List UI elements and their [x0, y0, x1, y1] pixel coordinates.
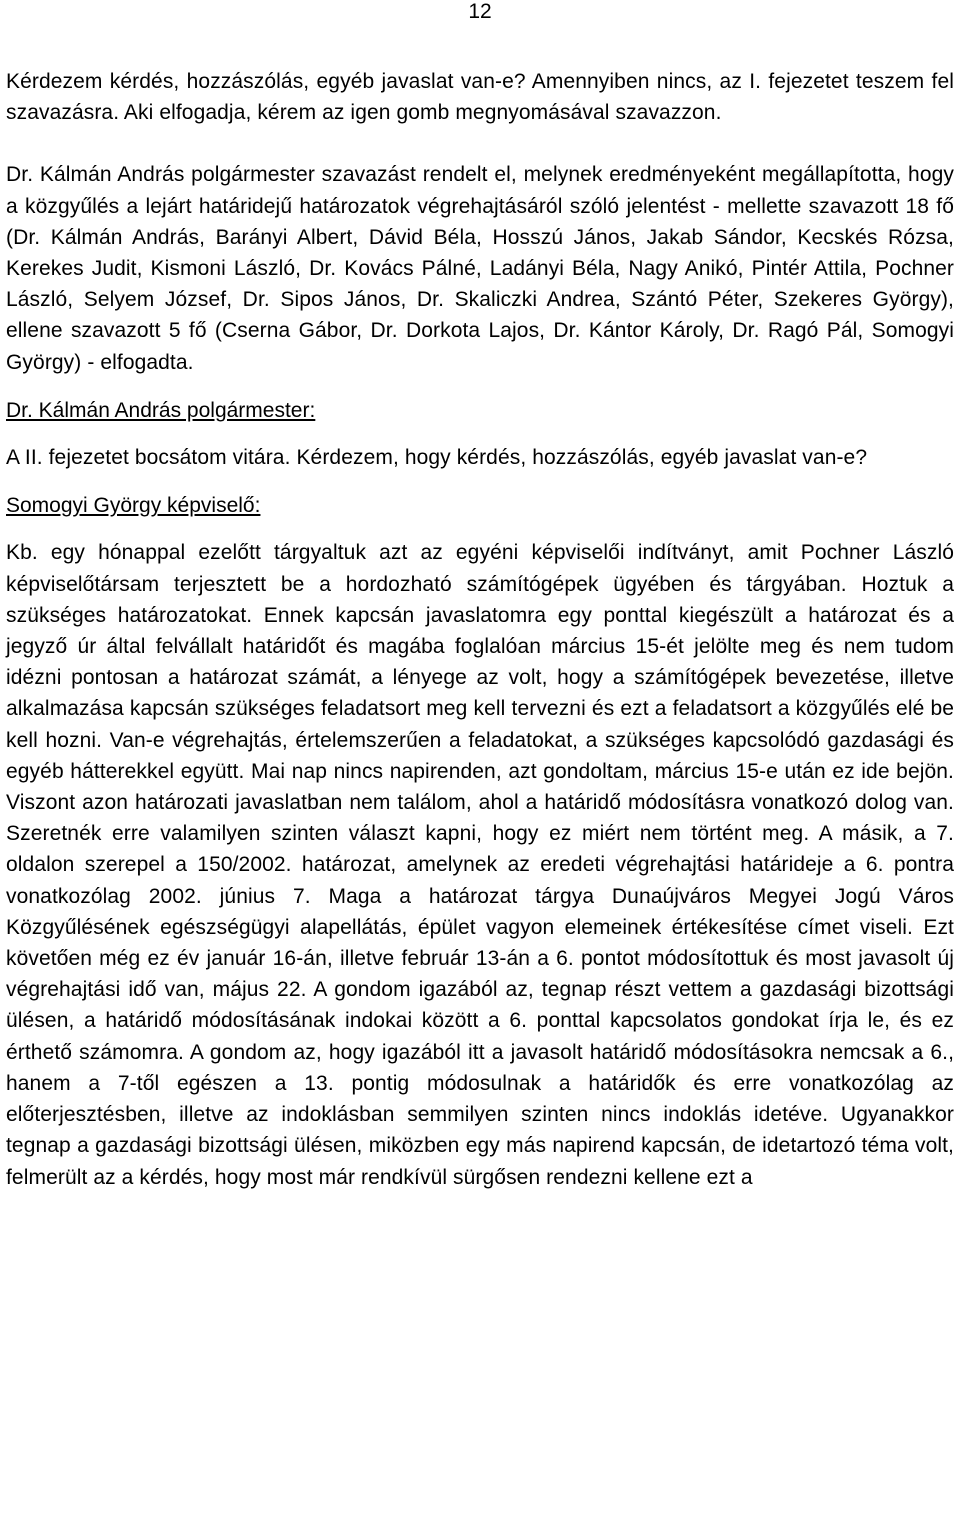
paragraph-representative-speech: Kb. egy hónappal ezelőtt tárgyaltuk azt az egyéni képviselői indítványt, amit Pochner László képviselőtársam terjesztett be a hordozható számítógépek ügyében és tárgyában. Hoztuk a szükséges határozatokat. Ennek kapcsán javaslatomra egy ponttal kiegészült a határozat és a jegyző úr által felvállalt határidőt és magába foglalóan március 15-ét jelölte meg és nem tudom idézni pontosan a határozat számát, a lényege az volt, hogy a számítógépek bevezetése, illetve alkalmazása kapcsán szükséges feladatsort meg kell tervezni és ezt a feladatsort a közgyűlés elé be kell hozni. Van-e végrehajtás, értelemszerűen a feladatokat, a szükséges kapcsolódó gazdasági és egyéb hátterekkel együtt. Mai nap nincs napirenden, azt gondoltam, március 15-e után ez ide bejön. Viszont azon határozati javaslatban nem találom, ahol a határidő módosításra vonatkozó dolog van. Szeretnék erre valamilyen szinten választ kapni, hogy ez miért nem történt meg. A másik, a 7. oldalon szerepel a 150/2002. határozat, amelynek az eredeti végrehajtási határideje a 6. pontra vonatkozólag 2002. június 7. Maga a határozat tárgya Dunaújváros Megyei Jogú Város Közgyűlésének egészségügyi alapellátás, épület vagyon elemeinek értékesítése címet viseli. Ezt követően még ez év január 16-án, illetve február 13-án a 6. pontot módosítottuk és most javasolt új végrehajtási idő van, május 22. A gondom igazából az, tegnap részt vettem a gazdasági bizottsági ülésen, a határidő módosításának indokai között a 6. ponttal kapcsolatos gondokat írja le, és ez érthető számomra. A gondom az, hogy igazából itt a javasolt határidő módosításokra nemcsak a 6., hanem a 7-től egészen a 13. pontig módosulnak a határidők és erre vonatkozólag az előterjesztésben, illetve az indoklásban semmilyen szinten nincs indoklás idetéve. Ugyanakkor tegnap a gazdasági bizottsági ülésen, miközben egy más napirend kapcsán, de idetartozó téma volt, felmerült az a kérdés, hogy most már rendkívül sürgősen rendezni kellene ezt a — [6, 541, 954, 1189]
page-number: 12 — [468, 0, 492, 23]
speaker-heading-representative: Somogyi György képviselő: — [6, 494, 261, 518]
speaker-heading-mayor: Dr. Kálmán András polgármester: — [6, 398, 316, 422]
paragraph-chapter-two: A II. fejezetet bocsátom vitára. Kérdezem, hogy kérdés, hozzászólás, egyéb javaslat van-e? — [6, 446, 868, 470]
paragraph-vote-call: Kérdezem kérdés, hozzászólás, egyéb javaslat van-e? Amennyiben nincs, az I. fejezetet teszem fel szavazásra. Aki elfogadja, kérem az igen gomb megnyomásával szavazzon. — [6, 70, 954, 125]
paragraph-vote-result: Dr. Kálmán András polgármester szavazást rendelt el, melynek eredményeként megállapította, hogy a közgyűlés a lejárt határidejű határozatok végrehajtásáról szóló jelentést - mellette szavazott 18 fő (Dr. Kálmán András, Barányi Albert, Dávid Béla, Hosszú János, Jakab Sándor, Kecskés Rózsa, Kerekes Judit, Kismoni László, Dr. Kovács Pálné, Ladányi Béla, Nagy Anikó, Pintér Attila, Pochner László, Selyem József, Dr. Sipos János, Dr. Skaliczki Andrea, Szántó Péter, Szekeres György), ellene szavazott 5 fő (Cserna Gábor, Dr. Dorkota Lajos, Dr. Kántor Károly, Dr. Ragó Pál, Somogyi György) - elfogadta. — [6, 163, 954, 374]
document-body — [6, 66, 954, 1193]
